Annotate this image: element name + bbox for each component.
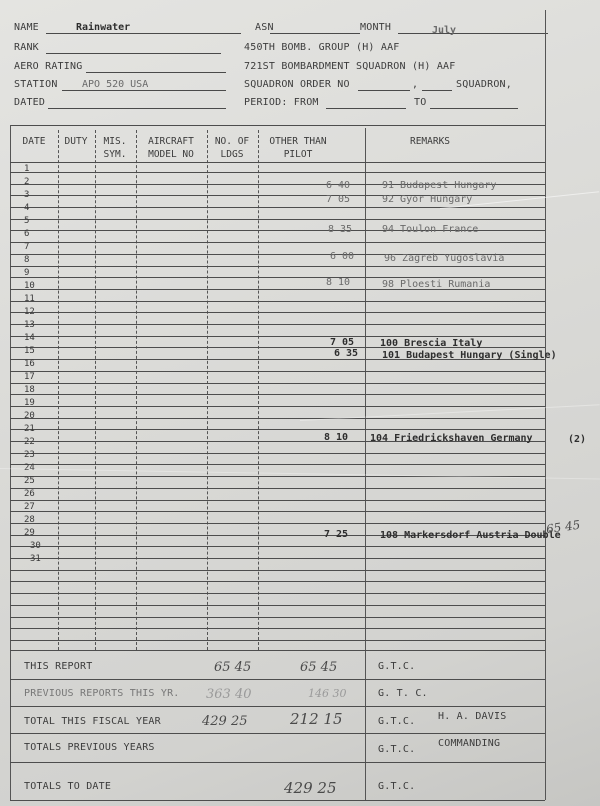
col-date: DATE	[22, 136, 46, 147]
gtc-5: G.T.C.	[378, 781, 416, 792]
entry-remark: 100 Brescia Italy	[380, 338, 483, 349]
fiscal-col1: 429 25	[202, 714, 248, 729]
rank-underline	[46, 53, 221, 54]
table-row-rule	[10, 464, 545, 465]
entry-time: 8 10	[326, 277, 351, 288]
table-row-rule	[10, 640, 545, 641]
day-number: 24	[24, 463, 35, 473]
summary-bottom-rule	[10, 800, 545, 801]
summary-label-to-date: TOTALS TO DATE	[24, 781, 112, 792]
station-label: STATION	[14, 79, 58, 90]
day-number: 29	[24, 528, 35, 538]
aero-underline	[86, 72, 226, 73]
table-row-rule	[10, 593, 545, 594]
divider-mis	[136, 130, 137, 650]
dated-label: DATED	[14, 97, 46, 108]
table-row-rule	[10, 266, 545, 267]
gtc-4: G.T.C.	[378, 744, 416, 755]
table-row-rule	[10, 418, 545, 419]
day-number: 2	[24, 177, 30, 187]
summary-rule-4	[10, 762, 545, 763]
day-number: 1	[24, 164, 30, 174]
col-aircraft: AIRCRAFT MODEL NO	[148, 136, 194, 160]
day-number: 19	[24, 398, 35, 408]
this-report-col1: 65 45	[214, 660, 252, 675]
table-row-rule	[10, 581, 545, 582]
table-row-rule	[10, 628, 545, 629]
day-number: 30	[30, 541, 41, 551]
table-row-rule	[10, 453, 545, 454]
gtc-3: G.T.C.	[378, 716, 416, 727]
table-row-rule	[10, 324, 545, 325]
aero-rating-label: AERO RATING	[14, 61, 83, 72]
order-underline	[358, 90, 410, 91]
squadron-line: 721ST BOMBARDMENT SQUADRON (H) AAF	[244, 61, 456, 72]
table-row-rule	[10, 207, 545, 208]
summary-label-previous-years: TOTALS PREVIOUS YEARS	[24, 742, 155, 753]
entry-extra: (2)	[568, 434, 587, 445]
station-value: APO 520 USA	[82, 79, 149, 90]
asn-underline	[270, 33, 360, 34]
paper-crease	[0, 468, 600, 479]
order-underline-2	[422, 90, 452, 91]
entry-remark: 101 Budapest Hungary (Single)	[382, 350, 557, 361]
day-number: 20	[24, 411, 35, 421]
day-number: 5	[24, 216, 30, 226]
group-line: 450TH BOMB. GROUP (H) AAF	[244, 42, 400, 53]
table-row-rule	[10, 394, 545, 395]
table-row-rule	[10, 312, 545, 313]
table-row-rule	[10, 605, 545, 606]
entry-remark: 104 Friedrickshaven Germany	[370, 433, 533, 444]
table-row-rule	[10, 511, 545, 512]
table-row-rule	[10, 277, 545, 278]
divider-duty	[95, 130, 96, 650]
entry-time: 6 00	[330, 251, 355, 262]
entry-time: 8 35	[328, 224, 353, 235]
col-ldgs: NO. OF LDGS	[214, 136, 250, 160]
table-row-rule	[10, 301, 545, 302]
col-duty: DUTY	[64, 136, 88, 147]
to-date-col2: 429 25	[284, 779, 337, 797]
divider-aircraft	[207, 130, 208, 650]
summary-rule-3	[10, 733, 545, 734]
name-underline	[46, 33, 241, 34]
day-number: 21	[24, 424, 35, 434]
col-remarks: REMARKS	[409, 136, 451, 147]
day-number: 7	[24, 242, 30, 252]
divider-date	[58, 130, 59, 650]
day-number: 28	[24, 515, 35, 525]
previous-col1: 363 40	[206, 687, 252, 702]
summary-label-fiscal: TOTAL THIS FISCAL YEAR	[24, 716, 161, 727]
table-row-rule	[10, 371, 545, 372]
table-row-rule	[10, 617, 545, 618]
entry-remark: 91 Budapest Hungary	[382, 180, 497, 191]
day-number: 25	[24, 476, 35, 486]
day-number: 15	[24, 346, 35, 356]
entry-time: 7 05	[326, 194, 351, 205]
entry-time: 6 40	[326, 180, 351, 191]
day-number: 16	[24, 359, 35, 369]
gtc-1: G.T.C.	[378, 661, 416, 672]
day-number: 13	[24, 320, 35, 330]
comma: ,	[412, 79, 419, 90]
this-report-col2: 65 45	[300, 660, 338, 675]
entry-time: 7 05	[330, 337, 355, 348]
squadron-order-label: SQUADRON ORDER NO	[244, 79, 350, 90]
day-number: 3	[24, 190, 30, 200]
summary-rule-1	[10, 679, 545, 680]
commanding-title: COMMANDING	[438, 738, 501, 749]
table-row-rule	[10, 242, 545, 243]
summary-top-rule	[10, 650, 545, 651]
fiscal-col2: 212 15	[290, 710, 343, 728]
table-row-rule	[10, 336, 545, 337]
col-mis-sym: MIS. SYM.	[103, 136, 127, 160]
station-underline	[62, 90, 226, 91]
margin-total-note: 65 45	[545, 517, 582, 537]
month-underline	[398, 33, 548, 34]
name-value: Rainwater	[76, 22, 131, 33]
day-number: 18	[24, 385, 35, 395]
summary-label-this-report: THIS REPORT	[24, 661, 93, 672]
day-number: 23	[24, 450, 35, 460]
commanding-officer-name: H. A. DAVIS	[438, 711, 507, 722]
table-row-rule	[10, 523, 545, 524]
day-number: 26	[24, 489, 35, 499]
month-label: MONTH	[360, 22, 392, 33]
day-number: 9	[24, 268, 30, 278]
table-row-rule	[10, 162, 545, 163]
period-from-label: PERIOD: FROM	[244, 97, 319, 108]
table-row-rule	[10, 558, 545, 559]
day-number: 4	[24, 203, 30, 213]
asn-label: ASN	[255, 22, 274, 33]
dated-underline	[48, 108, 226, 109]
entry-time: 6 35	[334, 348, 359, 359]
rank-label: RANK	[14, 42, 39, 53]
entry-remark: 98 Ploesti Rumania	[382, 279, 491, 290]
entry-remark: 96 Zagreb Yugoslavia	[384, 253, 505, 264]
day-number: 12	[24, 307, 35, 317]
table-row-rule	[10, 546, 545, 547]
summary-label-previous: PREVIOUS REPORTS THIS YR.	[24, 688, 180, 699]
day-number: 17	[24, 372, 35, 382]
table-row-rule	[10, 429, 545, 430]
day-number: 31	[30, 554, 41, 564]
entry-remark: 92 Gyor Hungary	[382, 194, 473, 205]
day-number: 22	[24, 437, 35, 447]
previous-col2: 146 30	[308, 687, 347, 700]
entry-remark: 108 Markersdorf Austria Double	[380, 530, 561, 541]
from-underline	[326, 108, 406, 109]
name-label: NAME	[14, 22, 39, 33]
period-to-label: TO	[414, 97, 427, 108]
day-number: 10	[24, 281, 35, 291]
squadron-suffix: SQUADRON,	[456, 79, 512, 90]
day-number: 8	[24, 255, 30, 265]
divider-ldgs	[258, 130, 259, 650]
table-row-rule	[10, 488, 545, 489]
month-value: July	[432, 25, 457, 36]
entry-remark: 94 Toulon France	[382, 224, 479, 235]
right-border	[545, 10, 546, 800]
table-top-rule	[10, 125, 545, 126]
day-number: 14	[24, 333, 35, 343]
summary-rule-2	[10, 706, 545, 707]
to-underline	[430, 108, 518, 109]
table-row-rule	[10, 172, 545, 173]
day-number: 11	[24, 294, 35, 304]
table-row-rule	[10, 406, 545, 407]
table-row-rule	[10, 570, 545, 571]
left-border	[10, 125, 11, 800]
table-row-rule	[10, 383, 545, 384]
day-number: 27	[24, 502, 35, 512]
gtc-2: G. T. C.	[378, 688, 428, 699]
day-number: 6	[24, 229, 30, 239]
entry-time: 8 10	[324, 432, 349, 443]
table-row-rule	[10, 219, 545, 220]
col-other-than-pilot: OTHER THAN PILOT	[269, 136, 327, 160]
table-row-rule	[10, 500, 545, 501]
entry-time: 7 25	[324, 529, 349, 540]
